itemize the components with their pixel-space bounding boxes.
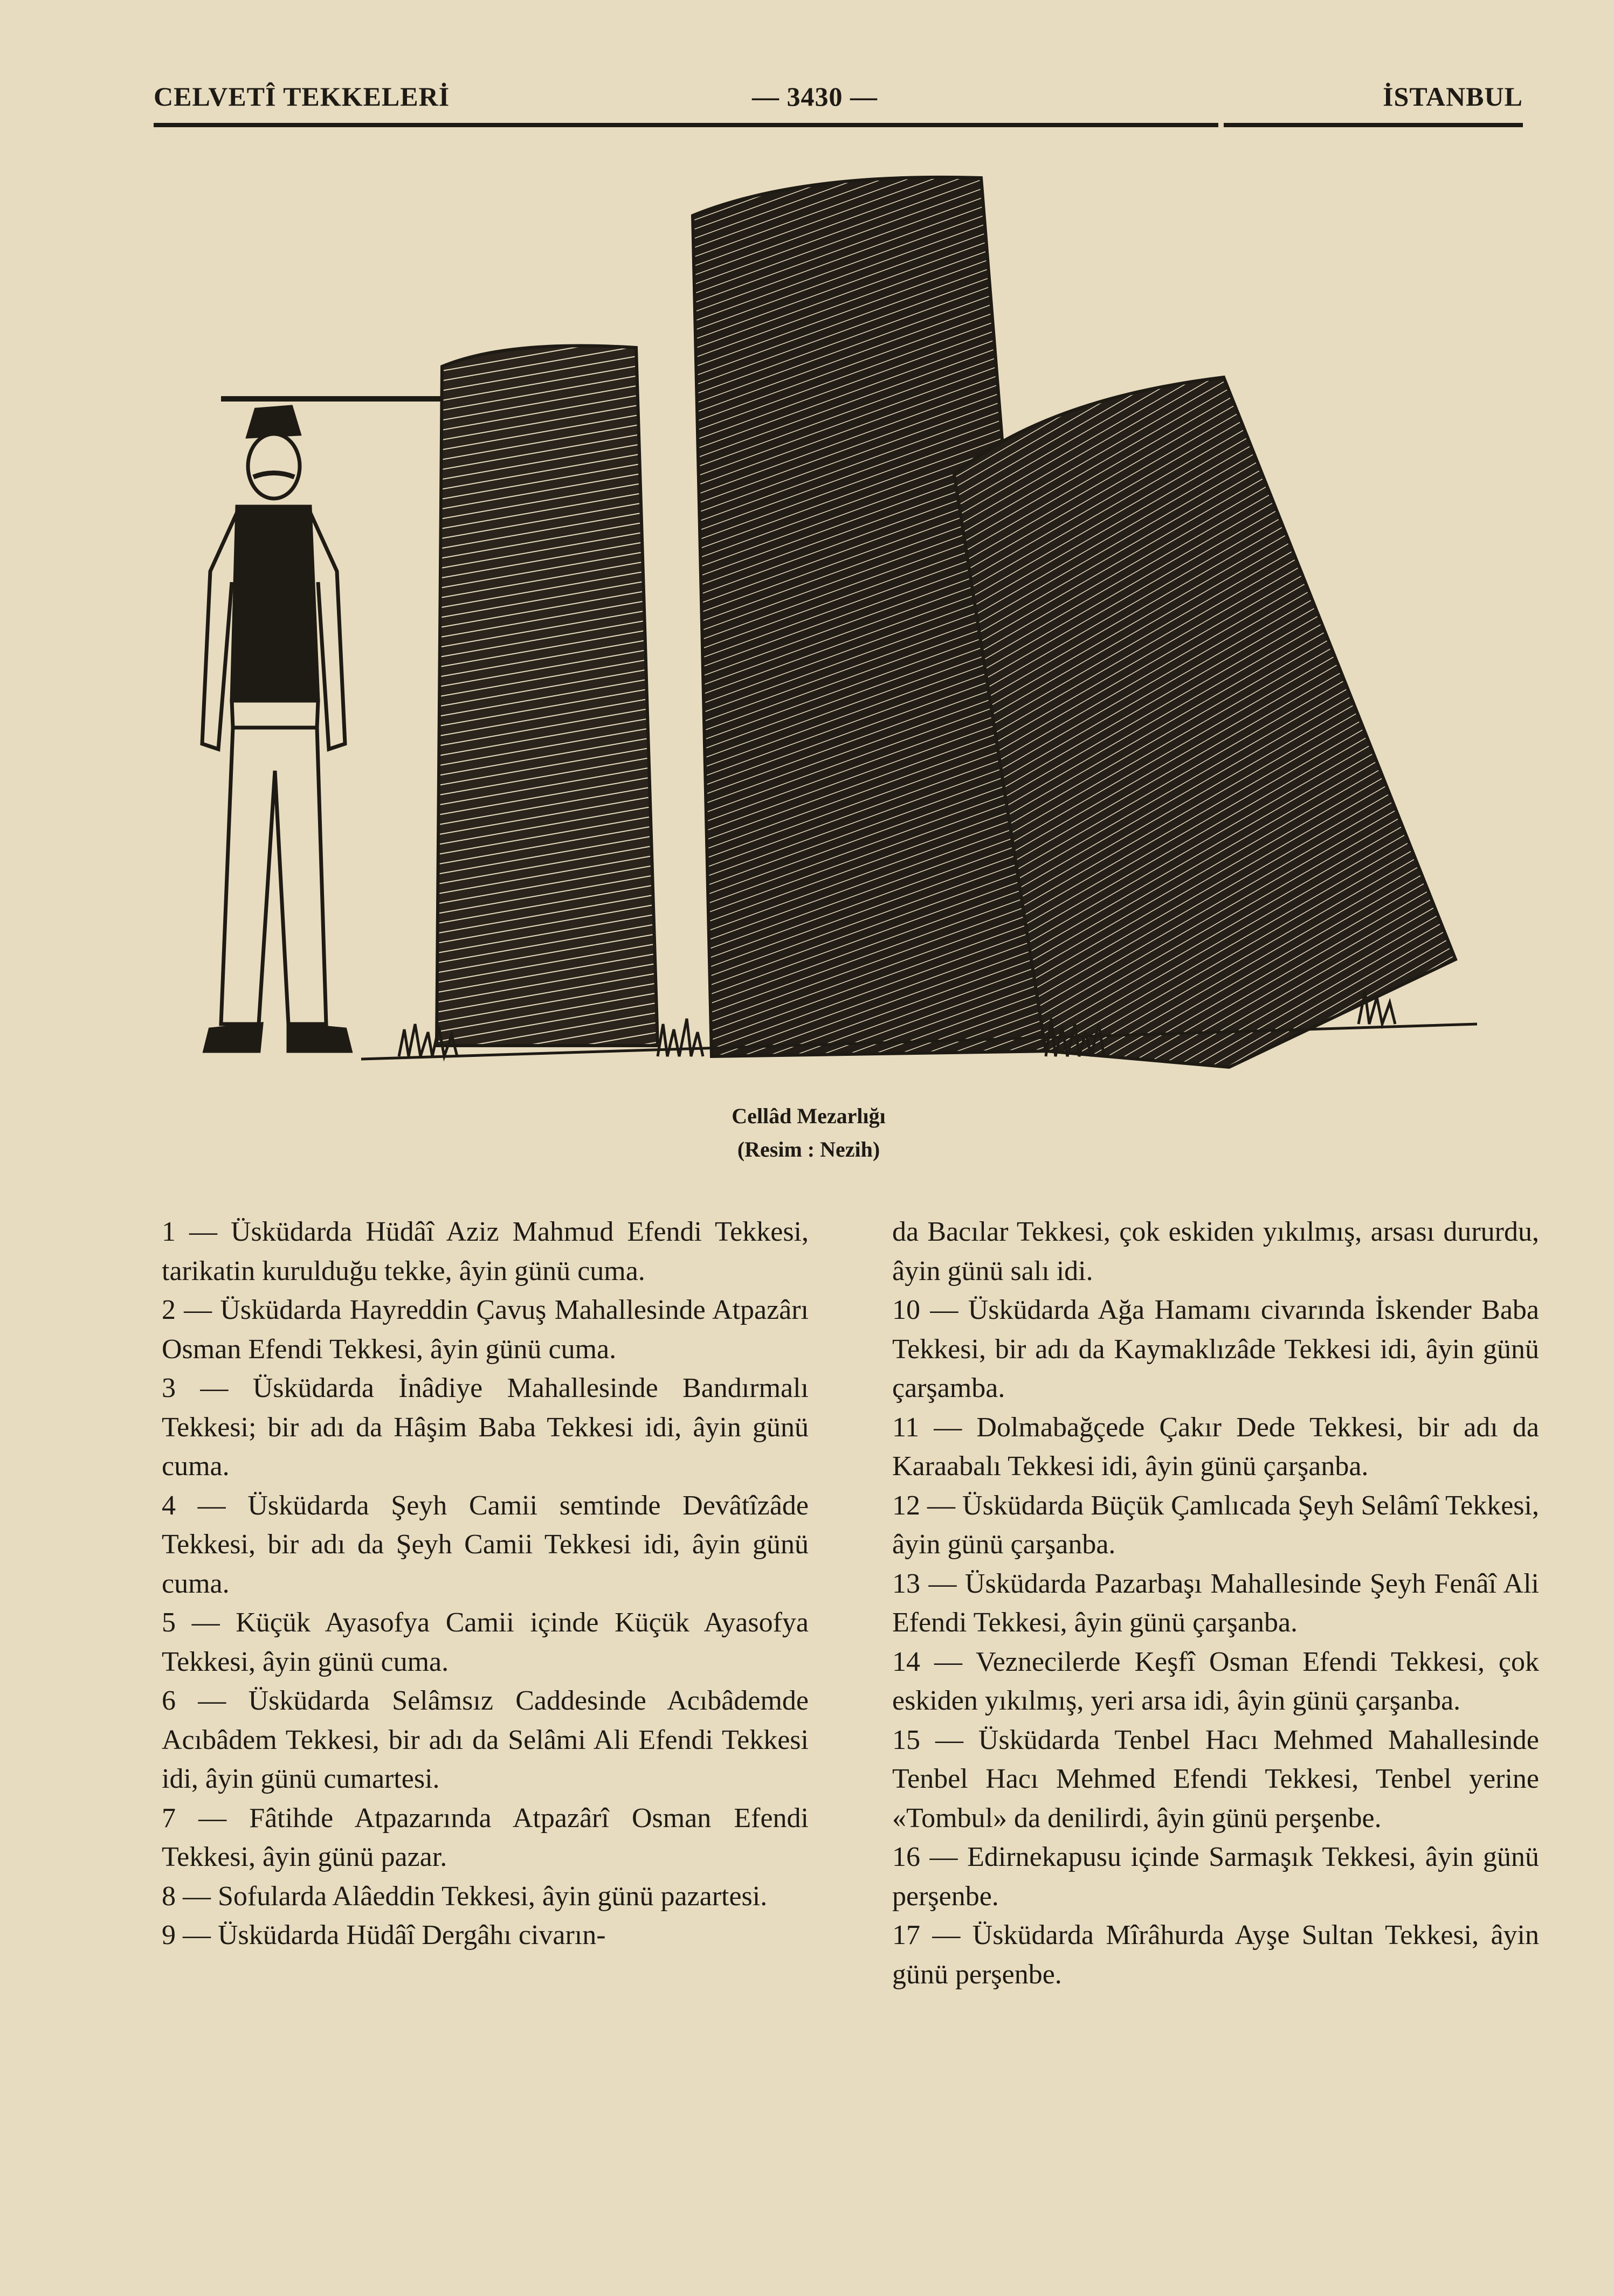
list-item: 8 — Sofularda Alâeddin Tekkesi, âyin günü pazartesi. (162, 1880, 768, 1912)
list-item: 4 — Üsküdarda Şeyh Camii semtinde Devâtîzâde Tekkesi, bir adı da Şeyh Camii Tekkesi idi, âyin günü cuma. (162, 1490, 809, 1599)
figure-caption (636, 1099, 981, 1166)
list-item: 9 — Üsküdarda Hüdâî Dergâhı civarın- (162, 1920, 606, 1951)
list-item: 12 — Üsküdarda Büçük Çamlıcada Şeyh Selâmî Tekkesi, âyin günü çarşanba. (892, 1490, 1539, 1560)
list-item: 11 — Dolmabağçede Çakır Dede Tekkesi, bir adı da Karaabalı Tekkesi idi, âyin günü çarşanba. (892, 1412, 1539, 1482)
list-item: 1 — Üsküdarda Hüdâî Aziz Mahmud Efendi Tekkesi, tarikatin kurulduğu tekke, âyin günü cuma. (162, 1216, 809, 1287)
header-rule-right (1224, 123, 1523, 127)
list-item: 3 — Üsküdarda İnâdiye Mahallesinde Bandırmalı Tekkesi; bir adı da Hâşim Baba Tekkesi idi, âyin günü cuma. (162, 1373, 809, 1482)
list-item: 17 — Üsküdarda Mîrâhurda Ayşe Sultan Tekkesi, âyin günü perşenbe. (892, 1920, 1539, 1990)
caption-title: Cellâd Mezarlığı (732, 1104, 886, 1128)
gravestone-short (437, 346, 658, 1046)
list-item: 6 — Üsküdarda Selâmsız Caddesinde Acıbâdemde Acıbâdem Tekkesi, bir adı da Selâmi Ali Efendi Tekkesi idi, âyin günü cumartesi. (162, 1685, 809, 1794)
list-item: 10 — Üsküdarda Ağa Hamamı civarında İskender Baba Tekkesi, bir adı da Kaymaklızâde Tekkesi idi, âyin günü çarşamba. (892, 1295, 1539, 1403)
header-volume-title: İSTANBUL (1383, 81, 1523, 112)
list-item: 5 — Küçük Ayasofya Camii içinde Küçük Ayasofya Tekkesi, âyin günü cuma. (162, 1607, 809, 1677)
list-item: 15 — Üsküdarda Tenbel Hacı Mehmed Mahallesinde Tenbel Hacı Mehmed Efendi Tekkesi, Tenbel yerine «Tombul» da denilirdi, âyin günü perşenbe. (892, 1724, 1539, 1834)
running-header (154, 81, 1523, 129)
right-column (892, 1213, 1539, 1994)
left-column (162, 1213, 809, 1955)
list-item: 7 — Fâtihde Atpazarında Atpazârî Osman Efendi Tekkesi, âyin günü pazar. (162, 1802, 809, 1872)
header-section-title: CELVETÎ TEKKELERİ (154, 81, 450, 112)
list-item: 2 — Üsküdarda Hayreddin Çavuş Mahallesinde Atpazârı Osman Efendi Tekkesi, âyin günü cuma. (162, 1295, 809, 1365)
list-item: 13 — Üsküdarda Pazarbaşı Mahallesinde Şeyh Fenâî Ali Efendi Tekkesi, âyin günü çarşanba. (892, 1568, 1539, 1638)
header-rule (154, 123, 1218, 127)
page-number: — 3430 — (752, 81, 878, 112)
list-item: 14 — Veznecilerde Keşfî Osman Efendi Tekkesi, çok eskiden yıkılmış, yeri arsa idi, âyin günü çarşanba. (892, 1646, 1539, 1716)
caption-credit: (Resim : Nezih) (737, 1137, 880, 1161)
standing-man-figure (202, 407, 350, 1051)
illustration-cellad-cemetery (173, 162, 1542, 1110)
list-item: da Bacılar Tekkesi, çok eskiden yıkılmış, arsası dururdu, âyin günü salı idi. (892, 1216, 1539, 1287)
list-item: 16 — Edirnekapusu içinde Sarmaşık Tekkesi, âyin günü perşenbe. (892, 1842, 1539, 1912)
